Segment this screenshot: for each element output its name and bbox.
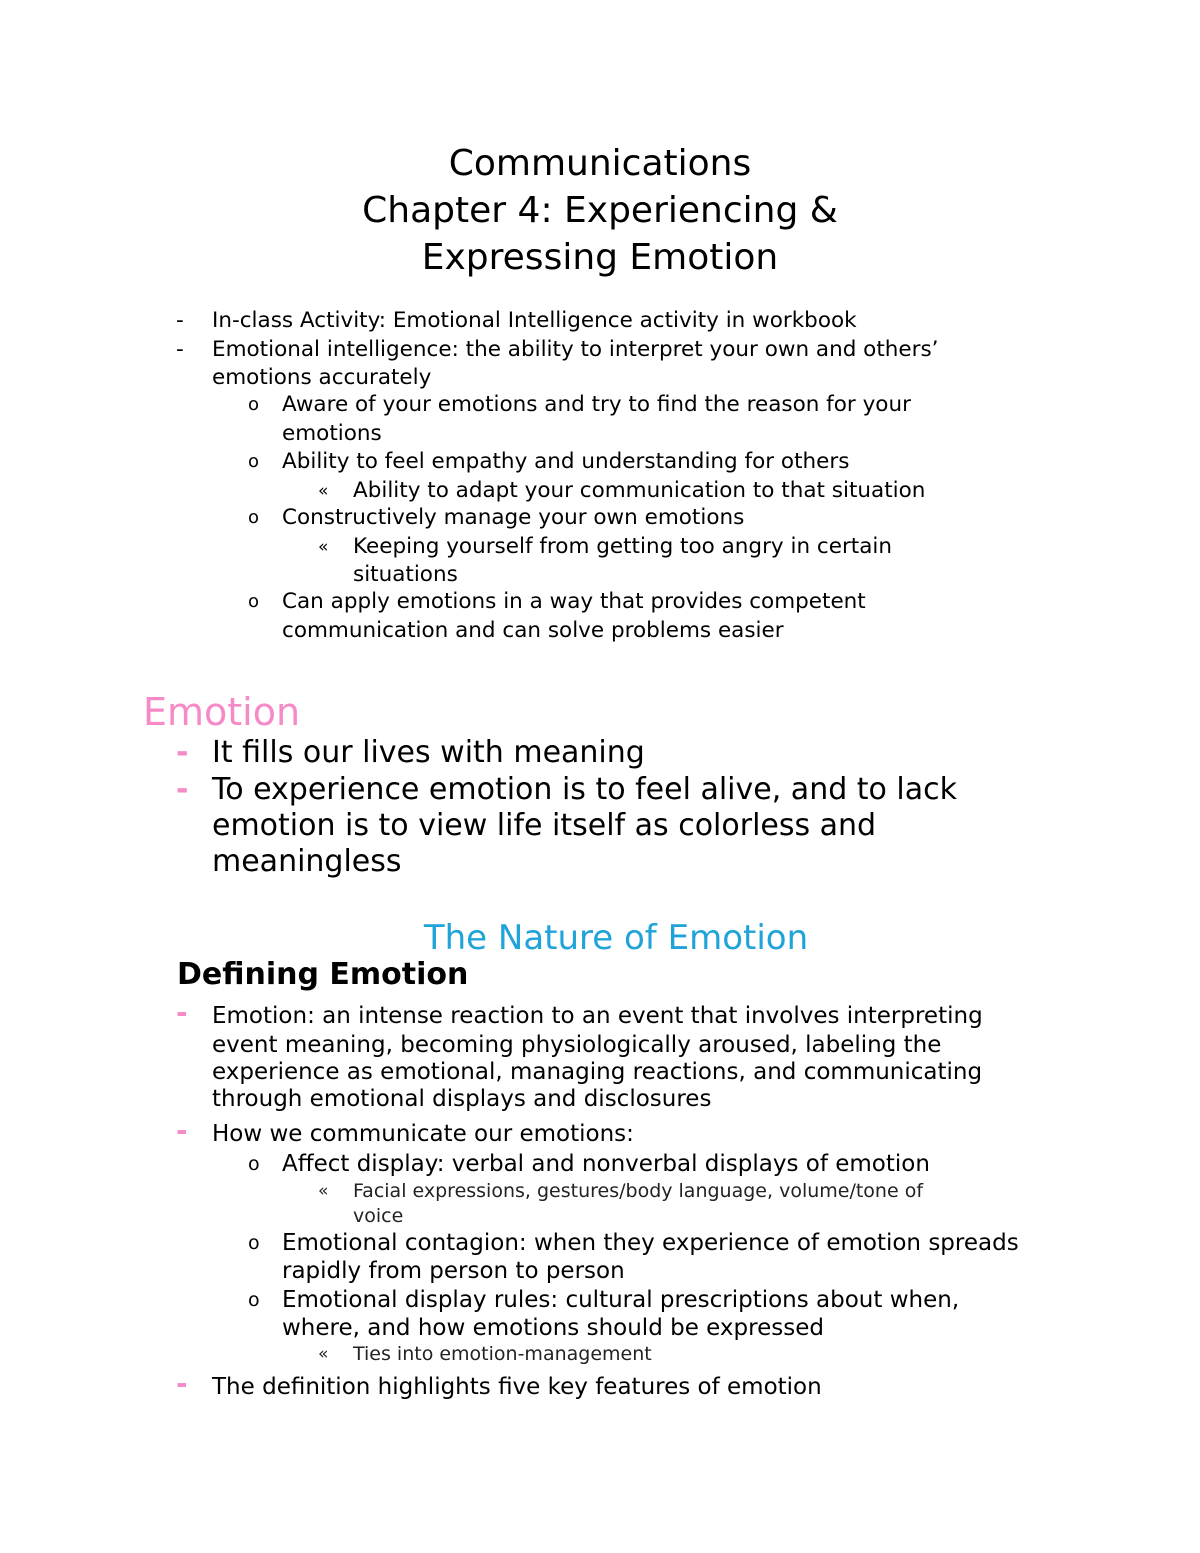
pink-dash-bullet-icon: -	[176, 1114, 188, 1147]
guillemet-bullet-icon: «	[318, 1181, 329, 1201]
pink-dash-bullet-icon: -	[176, 996, 188, 1029]
circle-bullet-icon: o	[248, 1153, 260, 1175]
list-item-text: Facial expressions, gestures/body language, volume/tone of	[353, 1180, 924, 1202]
guillemet-bullet-icon: «	[318, 537, 329, 557]
list-item-text: Emotion: an intense reaction to an event that involves interpreting	[212, 1003, 983, 1029]
title-line-3: Expressing Emotion	[421, 237, 779, 278]
pink-dash-bullet-icon: -	[176, 735, 189, 770]
circle-bullet-icon: o	[248, 1289, 260, 1311]
list-item-text: Ability to adapt your communication to that situation	[353, 478, 926, 503]
title-line-1: Communications	[448, 143, 752, 184]
list-item-continuation: meaningless	[212, 844, 402, 879]
circle-bullet-icon: o	[248, 507, 260, 528]
list-item-continuation: experience as emotional, managing reactions, and communicating	[212, 1059, 983, 1085]
list-item-text: Aware of your emotions and try to find the reason for your	[282, 392, 911, 417]
list-item-text: Can apply emotions in a way that provides competent	[282, 589, 866, 614]
list-item-text: Emotional contagion: when they experience of emotion spreads	[282, 1230, 1019, 1256]
circle-bullet-icon: o	[248, 1232, 260, 1254]
nature-of-emotion-heading: The Nature of Emotion	[423, 918, 809, 958]
list-item-continuation: emotions	[282, 421, 382, 446]
list-item-text: Emotional intelligence: the ability to interpret your own and others’	[212, 337, 939, 362]
list-item-continuation: emotion is to view life itself as colorless and	[212, 808, 877, 843]
document-title	[0, 140, 1200, 281]
list-item-continuation: through emotional displays and disclosures	[212, 1086, 712, 1112]
list-item-continuation: emotions accurately	[212, 365, 432, 390]
list-item-continuation: event meaning, becoming physiologically aroused, labeling the	[212, 1032, 942, 1058]
guillemet-bullet-icon: «	[318, 1344, 329, 1364]
list-item-text: It fills our lives with meaning	[212, 735, 645, 770]
list-item-text: How we communicate our emotions:	[212, 1121, 634, 1147]
list-item-text: Affect display: verbal and nonverbal displays of emotion	[282, 1151, 930, 1177]
emotion-heading: Emotion	[143, 690, 301, 734]
dash-bullet-icon: -	[176, 308, 184, 333]
list-item-text: Ability to feel empathy and understanding for others	[282, 449, 850, 474]
list-item-text: In-class Activity: Emotional Intelligence activity in workbook	[212, 308, 857, 333]
guillemet-bullet-icon: «	[318, 481, 329, 501]
list-item-text: Ties into emotion-management	[353, 1343, 652, 1365]
pink-dash-bullet-icon: -	[176, 772, 189, 807]
list-item-continuation: rapidly from person to person	[282, 1258, 625, 1284]
list-item-continuation: situations	[353, 562, 458, 587]
list-item-continuation: where, and how emotions should be expressed	[282, 1315, 824, 1341]
circle-bullet-icon: o	[248, 451, 260, 472]
list-item-continuation: communication and can solve problems easier	[282, 618, 784, 643]
list-item-continuation: voice	[353, 1205, 404, 1227]
dash-bullet-icon: -	[176, 337, 184, 362]
list-item-text: Emotional display rules: cultural prescriptions about when,	[282, 1287, 960, 1313]
list-item-text: The definition highlights five key features of emotion	[212, 1374, 822, 1400]
title-line-2: Chapter 4: Experiencing &	[362, 190, 838, 231]
pink-dash-bullet-icon: -	[176, 1367, 188, 1400]
circle-bullet-icon: o	[248, 394, 260, 415]
list-item-text: Constructively manage your own emotions	[282, 505, 745, 530]
list-item-text: To experience emotion is to feel alive, and to lack	[212, 772, 958, 807]
circle-bullet-icon: o	[248, 591, 260, 612]
list-item-text: Keeping yourself from getting too angry in certain	[353, 534, 892, 559]
defining-emotion-heading: Defining Emotion	[177, 957, 469, 992]
